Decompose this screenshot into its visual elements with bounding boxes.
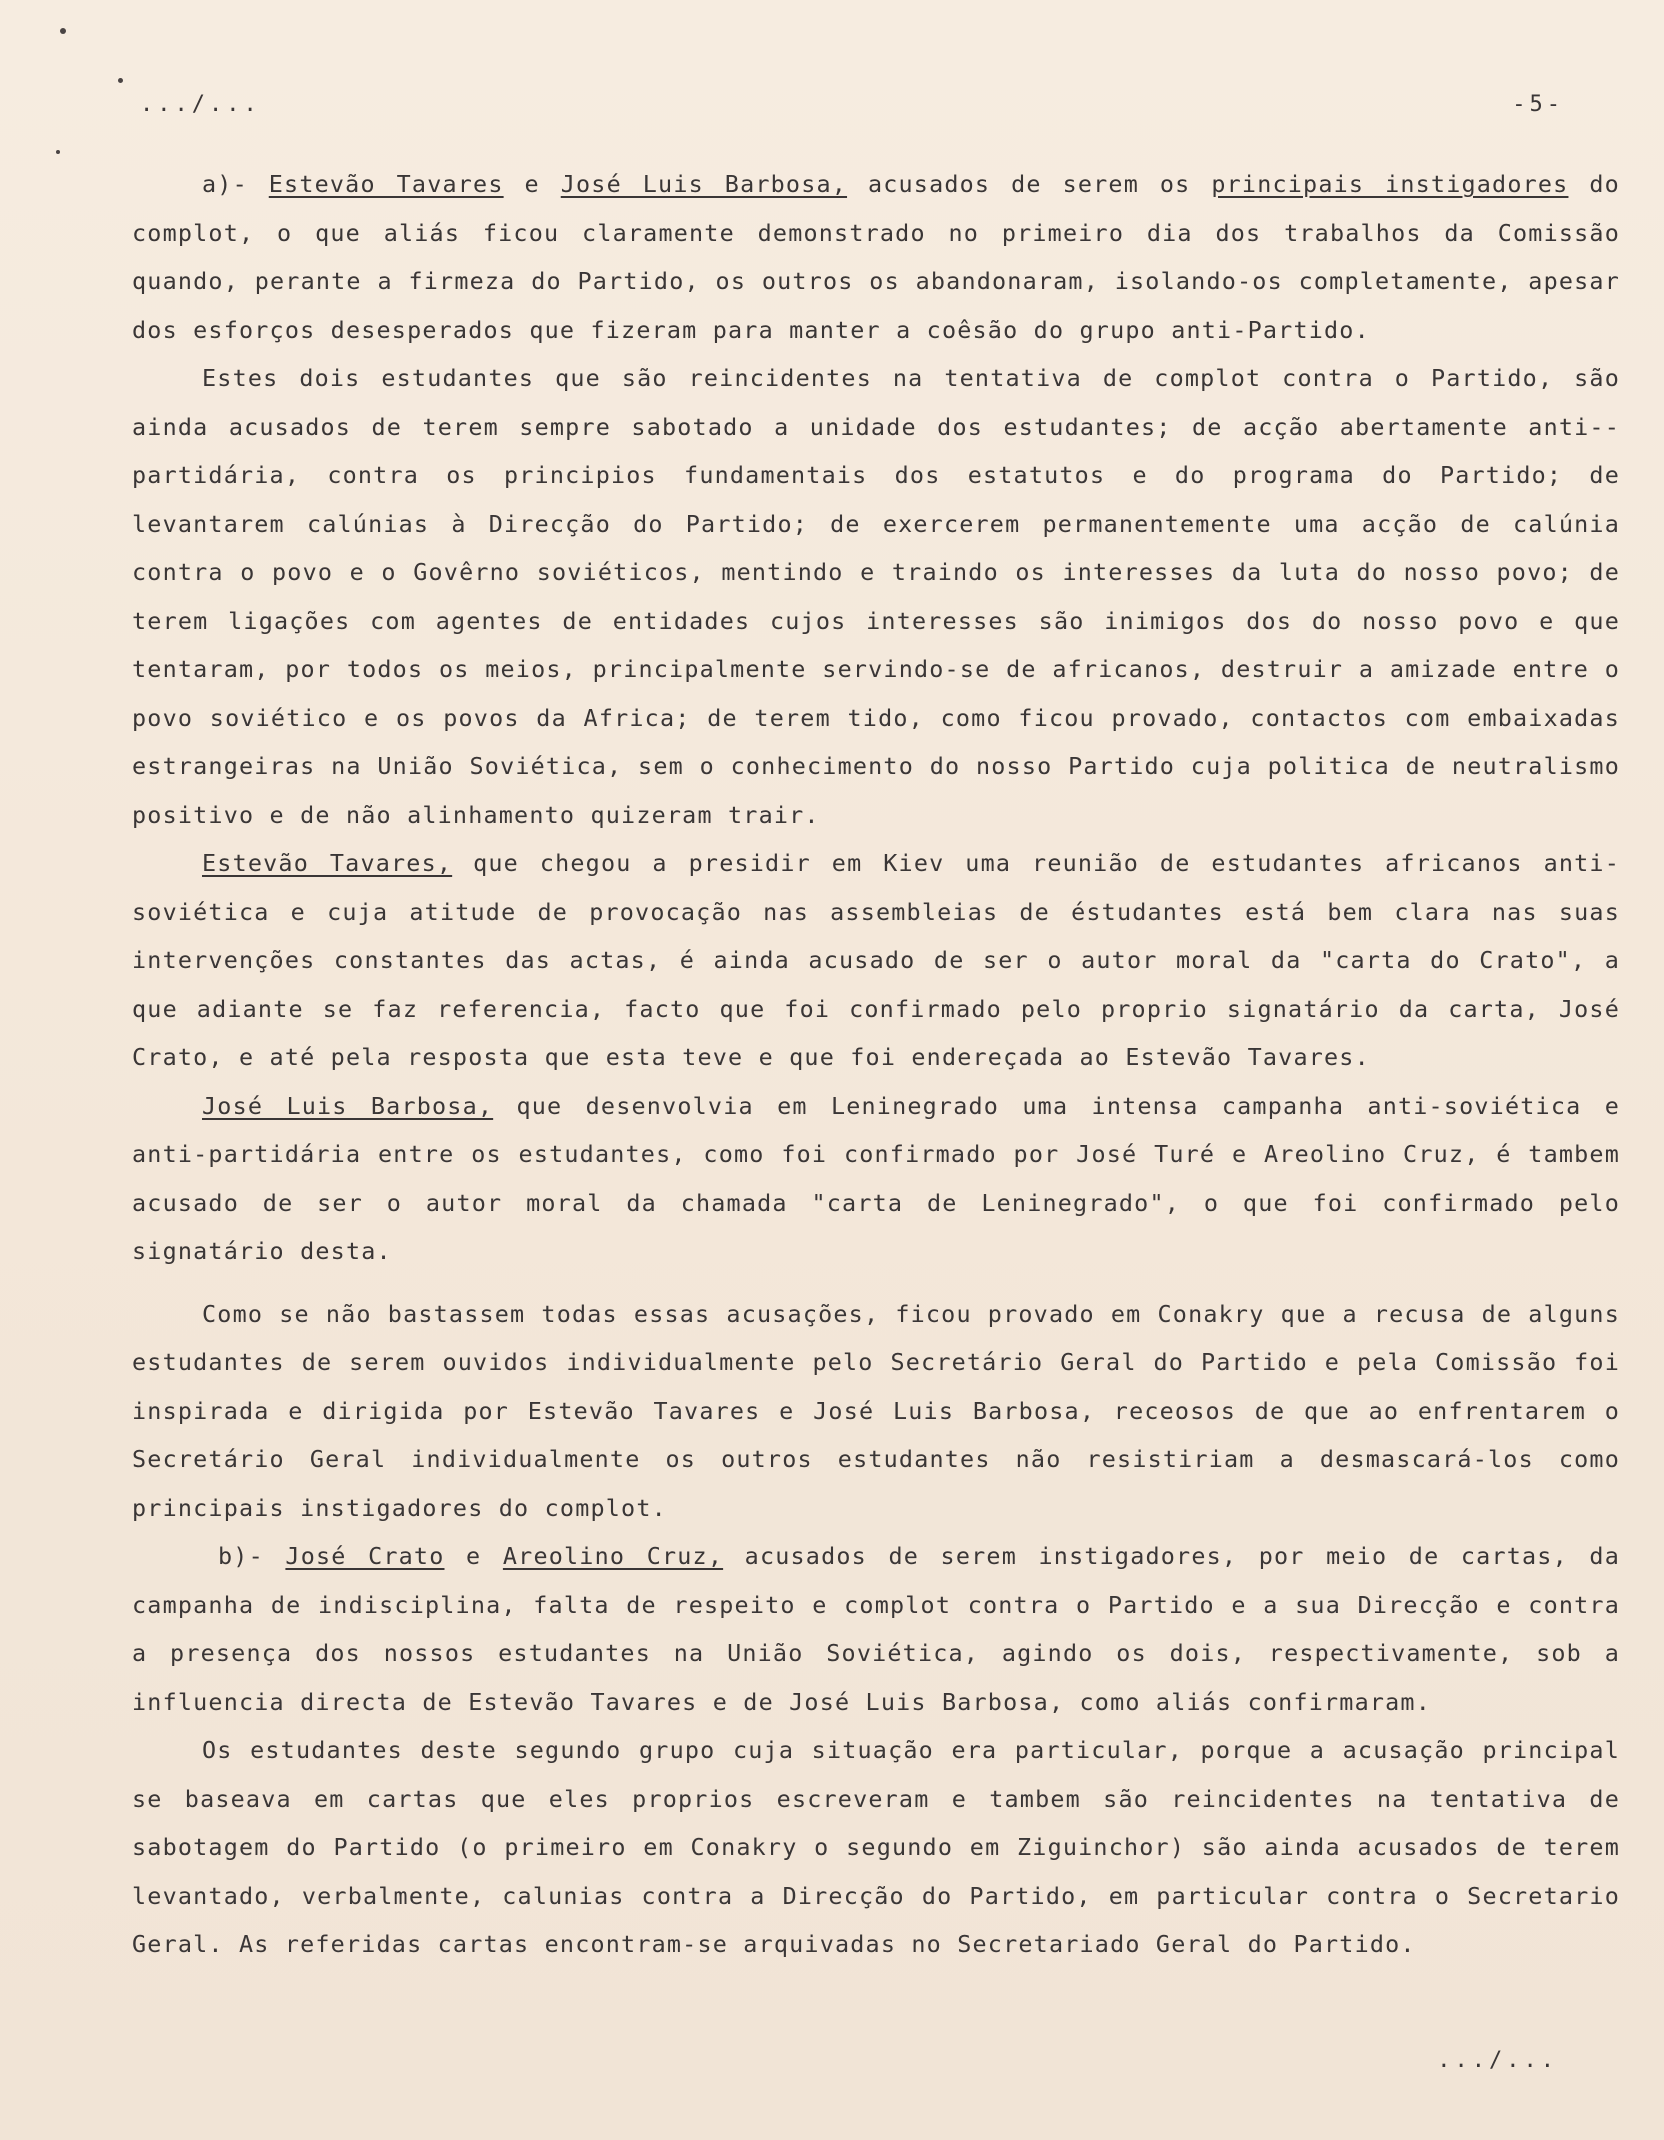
paragraph-7: Os estudantes deste segundo grupo cuja situação era particular, porque a acusação principal se baseava em cartas que eles proprios escreveram e tambem são reincidentes na tentativa de sabotagem do Partido (o primeiro em Conakry o segundo em Ziguinchor) são ainda acusados de terem levantado, verbalmente, calunias contra a Direcção do Partido, em particular contra o Secretario Geral. As referidas cartas encontram-se arquivadas no Secretariado Geral do Partido. <box>132 1736 1620 1958</box>
margin-speck <box>118 78 123 83</box>
paragraph-4: José Luis Barbosa, que desenvolvia em Leninegrado uma intensa campanha anti-soviética e anti-partidária entre os estudantes, como foi confirmado por José Turé e Areolino Cruz, é tambem acusado de ser o autor moral da chamada "carta de Leninegrado", o que foi confirmado pelo signatário desta. <box>132 1091 1620 1265</box>
paragraph-3: Estevão Tavares, que chegou a presidir em Kiev uma reunião de estudantes africanos anti-soviética e cuja atitude de provocação nas assembleias de éstudantes está bem clara nas suas intervenções constantes das actas, é ainda acusado de ser o autor moral da "carta do Crato", a que adiante se faz referencia, facto que foi confirmado pelo proprio signatário da carta, José Crato, e até pela resposta que esta teve e que foi endereçada ao Estevão Tavares. <box>132 849 1620 1071</box>
document-body <box>132 160 1620 1969</box>
margin-speck <box>56 150 60 154</box>
paragraph-5: Como se não bastassem todas essas acusações, ficou provado em Conakry que a recusa de alguns estudantes de serem ouvidos individualmente pelo Secretário Geral do Partido e pela Comissão foi inspirada e dirigida por Estevão Tavares e José Luis Barbosa, receosos de que ao enfrentarem o Secretário Geral individualmente os outros estudantes não resistiriam a desmascará-los como principais instigadores do complot. <box>132 1299 1620 1522</box>
name-jose-luis-barbosa: José Luis Barbosa, <box>560 170 848 198</box>
name-estevao-tavares: Estevão Tavares, <box>202 849 453 877</box>
paragraph-a: a)- Estevão Tavares e José Luis Barbosa, acusados de serem os principais instigadores do complot, o que aliás ficou claramente demonstrado no primeiro dia dos trabalhos da Comissão quando, perante a firmeza do Partido, os outros os abandonaram, isolando-os completamente, apesar dos esforços desesperados que fizeram para manter a coêsão do grupo anti-Partido. <box>132 170 1620 344</box>
name-areolino-cruz: Areolino Cruz, <box>502 1542 724 1570</box>
margin-speck <box>60 28 66 34</box>
paragraph-b: b)- José Crato e Areolino Cruz, acusados de serem instigadores, por meio de cartas, da campanha de indisciplina, falta de respeito e complot contra o Partido e a sua Direcção e contra a presença dos nossos estudantes na União Soviética, agindo os dois, respectivamente, sob a influencia directa de Estevão Tavares e de José Luis Barbosa, como aliás confirmaram. <box>132 1542 1620 1716</box>
underlined-phrase: principais instigadores <box>1211 170 1569 198</box>
page-number: -5- <box>1512 92 1564 117</box>
item-label-a: a)- <box>202 170 248 198</box>
item-label-b: b)- <box>218 1542 264 1570</box>
continuation-mark-top: .../... <box>140 92 261 117</box>
name-jose-crato: José Crato <box>285 1542 445 1570</box>
continuation-mark-bottom: .../... <box>1437 2048 1558 2073</box>
paragraph-2: Estes dois estudantes que são reincidentes na tentativa de complot contra o Partido, são ainda acusados de terem sempre sabotado a unidade dos estudantes; de acção abertamente anti--partidária, contra os principios fundamentais dos estatutos e do programa do Partido; de levantarem calúnias à Direcção do Partido; de exercerem permanentemente uma acção de calúnia contra o povo e o Govêrno soviéticos, mentindo e traindo os interesses da luta do nosso povo; de terem ligações com agentes de entidades cujos interesses são inimigos dos do nosso povo e que tentaram, por todos os meios, principalmente servindo-se de africanos, destruir a amizade entre o povo soviético e os povos da Africa; de terem tido, como ficou provado, contactos com embaixadas estrangeiras na União Soviética, sem o conhecimento do nosso Partido cuja politica de neutralismo positivo e de não alinhamento quizeram trair. <box>132 364 1620 829</box>
name-jose-luis-barbosa: José Luis Barbosa, <box>202 1091 494 1120</box>
name-estevao-tavares: Estevão Tavares <box>268 170 504 198</box>
